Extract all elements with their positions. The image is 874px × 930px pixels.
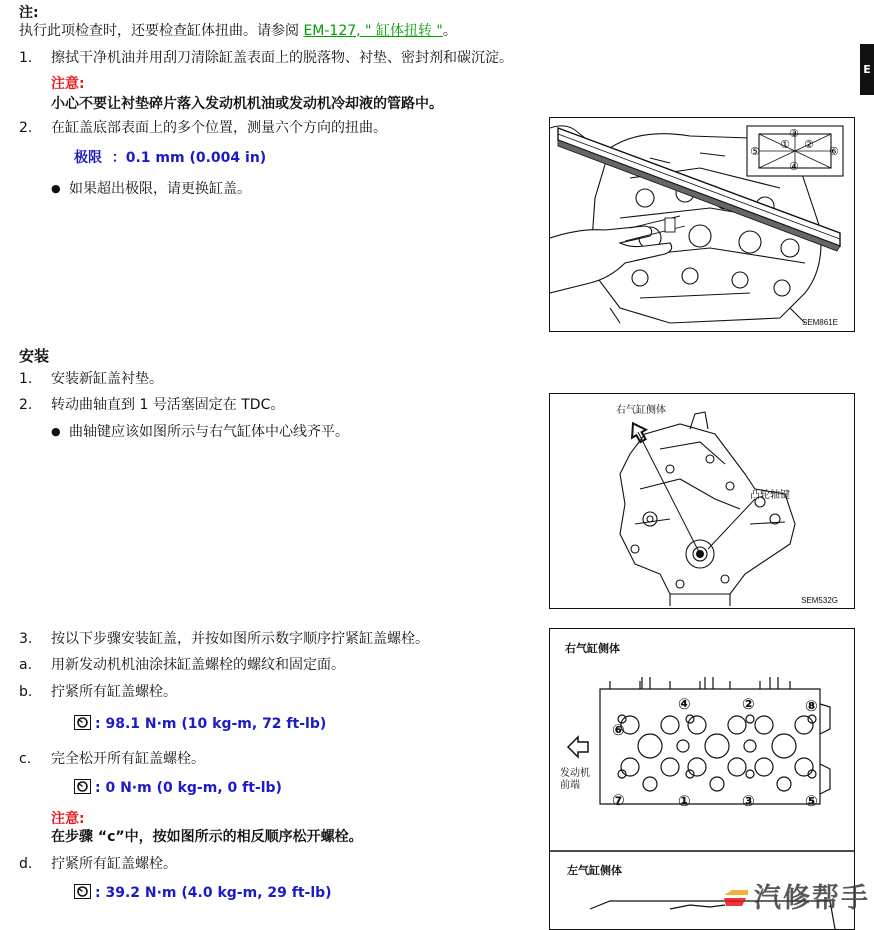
left-bank-label: 左气缸侧体 — [567, 864, 622, 877]
install-step-c — [19, 748, 205, 768]
limit-value: ：0.1 mm (0.004 in) — [111, 150, 267, 166]
inspection-step-1 — [19, 47, 513, 67]
figure-head-warpage — [549, 117, 855, 332]
bullet-icon: ● — [51, 425, 61, 438]
limit-spec — [74, 147, 266, 167]
note-label: 注: — [19, 5, 39, 21]
section-tab — [860, 44, 874, 95]
bolt-number-7: ⑦ — [612, 791, 625, 809]
step-number: 2. — [19, 397, 33, 413]
section-tab-label: E — [863, 63, 871, 76]
inset-number: ④ — [789, 160, 799, 173]
step-number: 1. — [19, 371, 33, 387]
step-number: b. — [19, 684, 33, 700]
torque-wrench-icon — [74, 884, 91, 899]
cylinder-block-warpage-link[interactable]: EM-127, " 缸体扭转 " — [303, 23, 443, 39]
step-text: 按以下步骤安装缸盖，并按如图所示数字顺序拧紧缸盖螺栓。 — [51, 631, 429, 647]
step-text: 完全松开所有缸盖螺栓。 — [51, 751, 205, 767]
step-number: 3. — [19, 631, 33, 647]
step-text: 安装新缸盖衬垫。 — [51, 371, 163, 387]
figure-code: SEM861E — [801, 318, 838, 327]
step-text: 在缸盖底部表面上的多个位置，测量六个方向的扭曲。 — [51, 120, 387, 136]
step-text: 用新发动机机油涂抹缸盖螺栓的螺纹和固定面。 — [51, 657, 345, 673]
watermark — [722, 876, 870, 915]
bolt-number-4: ④ — [678, 695, 691, 713]
step-number: a. — [19, 657, 33, 673]
right-bank-label: 右气缸侧体 — [616, 405, 666, 416]
bolt-number-2: ② — [742, 695, 755, 713]
install-step-3 — [19, 628, 429, 648]
inset-number: ① — [780, 138, 790, 151]
step-number: 2. — [19, 120, 33, 136]
torque-wrench-icon — [74, 715, 91, 730]
torque-spec-c — [74, 779, 282, 796]
step-number: c. — [19, 751, 32, 767]
figure-crankshaft-key — [549, 393, 855, 609]
watermark-logo-icon — [722, 887, 750, 909]
install-step-a — [19, 654, 345, 674]
step-text: 拧紧所有缸盖螺栓。 — [51, 684, 177, 700]
inset-number: ③ — [789, 127, 799, 140]
caution-label: 注意: — [51, 76, 85, 92]
bolt-number-5: ⑤ — [805, 792, 818, 810]
caution-text: 小心不要让衬垫碎片落入发动机机油或发动机冷却液的管路中。 — [51, 96, 443, 112]
figure-code: SEM532G — [801, 596, 838, 605]
bolt-number-6: ⑥ — [612, 721, 625, 739]
camshaft-key-label: 凸轮轴键 — [750, 490, 790, 501]
step-number: d. — [19, 856, 33, 872]
caution-label: 注意: — [51, 811, 85, 827]
torque-wrench-icon — [74, 779, 91, 794]
engine-front-label: 前端 — [560, 780, 580, 791]
install-step-d — [19, 853, 177, 873]
cylinder-block-illustration — [550, 394, 854, 608]
inspection-step-2 — [19, 117, 387, 137]
watermark-text: 汽修帮手 — [754, 883, 870, 914]
step-text: 转动曲轴直到 1 号活塞固定在 TDC。 — [51, 397, 285, 413]
head-warpage-illustration — [550, 118, 854, 331]
limit-bullet — [51, 178, 251, 198]
note-text — [19, 20, 457, 40]
step-text: 擦拭干净机油并用刮刀清除缸盖表面上的脱落物、衬垫、密封剂和碳沉淀。 — [51, 50, 513, 66]
bullet-text: 如果超出极限，请更换缸盖。 — [69, 181, 251, 197]
right-bank-label: 右气缸侧体 — [565, 642, 620, 655]
inset-number: ⑥ — [829, 145, 839, 158]
torque-value: : 0 N·m (0 kg-m, 0 ft-lb) — [95, 780, 282, 796]
caution-text: 在步骤 “c”中，按如图所示的相反顺序松开螺栓。 — [51, 829, 363, 845]
step-text: 拧紧所有缸盖螺栓。 — [51, 856, 177, 872]
torque-value: : 39.2 N·m (4.0 kg-m, 29 ft-lb) — [95, 885, 332, 901]
step-number: 1. — [19, 50, 33, 66]
bolt-number-1: ① — [678, 792, 691, 810]
bullet-icon: ● — [51, 182, 61, 195]
install-heading: 安装 — [19, 347, 50, 365]
torque-spec-b — [74, 715, 326, 732]
inset-number: ⑤ — [750, 145, 760, 158]
bullet-text: 曲轴键应该如图所示与右气缸体中心线齐平。 — [69, 424, 349, 440]
inset-number: ② — [804, 138, 814, 151]
bolt-number-8: ⑧ — [805, 697, 818, 715]
crankshaft-key-bullet — [51, 421, 349, 441]
note-text-after: 。 — [442, 23, 457, 39]
install-step-2 — [19, 394, 284, 414]
torque-spec-d — [74, 884, 332, 901]
limit-label: 极限 — [74, 150, 102, 166]
install-step-1 — [19, 368, 163, 388]
note-text-before: 执行此项检查时，还要检查缸体扭曲。请参阅 — [19, 23, 304, 39]
engine-front-label: 发动机 — [560, 768, 590, 779]
bolt-number-3: ③ — [742, 792, 755, 810]
install-step-b — [19, 681, 177, 701]
torque-value: : 98.1 N·m (10 kg-m, 72 ft-lb) — [95, 716, 327, 732]
